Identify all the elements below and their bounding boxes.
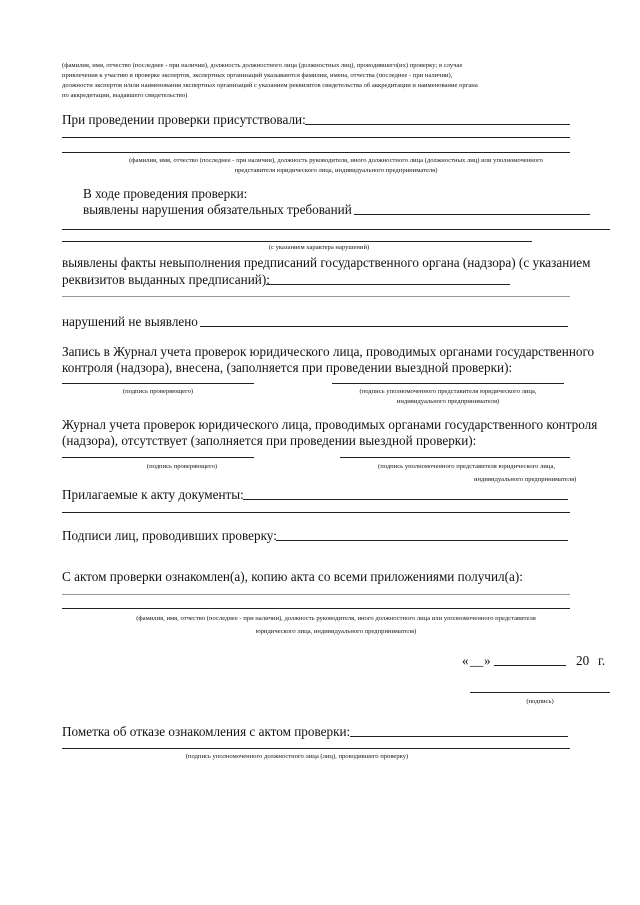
acquainted-field-line-1[interactable] xyxy=(62,594,570,595)
facts-line-2: реквизитов выданных предписаний): xyxy=(62,272,270,287)
refusal-field-line-2[interactable] xyxy=(62,748,570,749)
date-month-field-line[interactable] xyxy=(494,665,566,666)
date-signature-note: (подпись) xyxy=(526,698,554,705)
journal-entry-representative-note-line-1: (подпись уполномоченного представителя юридического лица, xyxy=(359,388,537,395)
present-label: При проведении проверки присутствовали: xyxy=(62,112,306,127)
violations-found-label: выявлены нарушения обязательных требований xyxy=(83,202,352,217)
journal-absent-line-2: (надзора), отсутствует (заполняется при проведении выездной проверки): xyxy=(62,433,477,448)
journal-entry-line-1: Запись в Журнал учета проверок юридического лица, проводимых органами государственного xyxy=(62,344,595,359)
date-open-quote: « xyxy=(462,653,469,668)
journal-entry-representative-signature-line[interactable] xyxy=(332,383,564,384)
journal-absent-representative-note-line-2: индивидуального предпринимателя) xyxy=(474,476,577,483)
acquainted-field-line-2[interactable] xyxy=(62,608,570,609)
violations-field-line-2[interactable] xyxy=(62,229,610,230)
present-field-line-2[interactable] xyxy=(62,137,570,138)
acquainted-label: С актом проверки ознакомлен(а), копию акта со всеми приложениями получил(а): xyxy=(62,569,523,584)
date-close-quote: » xyxy=(484,653,491,668)
journal-entry-representative-note-line-2: индивидуального предпринимателя) xyxy=(396,398,500,405)
no-violations-label: нарушений не выявлено xyxy=(62,314,198,329)
present-note-line-2: представителя юридического лица, индивидуального предпринимателя) xyxy=(234,167,438,174)
date-year-suffix: г. xyxy=(598,653,606,668)
refusal-note: (подпись уполномоченного должностного лица (лиц), проводившего проверку) xyxy=(185,753,409,760)
attached-documents-field-line-2[interactable] xyxy=(62,512,570,513)
present-note-line-1: (фамилия, имя, отчество (последнее - при наличии), должность руководителя, иного должностного лица (должностных лиц) или уполномоченного xyxy=(129,157,543,164)
journal-entry-inspector-signature-line[interactable] xyxy=(62,383,254,384)
top-note-line-4: по аккредитации, выдавшего свидетельство) xyxy=(62,92,188,99)
journal-absent-line-1: Журнал учета проверок юридического лица, проводимых органами государственного контроля xyxy=(62,417,598,432)
acquainted-note-line-2: юридического лица, индивидуального предпринимателя) xyxy=(255,628,417,635)
refusal-field-line-1[interactable] xyxy=(350,736,568,737)
date-year-prefix: 20 xyxy=(576,653,590,668)
top-note-line-3: должности экспертов и/или наименования экспертных организаций с указанием реквизитов свидетельства об аккредитации и наименование органа xyxy=(62,82,478,89)
journal-absent-representative-signature-line[interactable] xyxy=(340,457,570,458)
top-note-line-1: (фамилия, имя, отчество (последнее - при наличии), должность должностного лица (должностных лиц), проводившего(их) проверку; в случае xyxy=(62,62,463,69)
refusal-label: Пометка об отказе ознакомления с актом проверки: xyxy=(62,724,351,739)
acquainted-note-line-1: (фамилия, имя, отчество (последнее - при наличии), должность руководителя, иного должностного лица или уполномоченного представителя xyxy=(136,615,536,622)
facts-field-line-2[interactable] xyxy=(62,296,570,297)
inspectors-signatures-label: Подписи лиц, проводивших проверку: xyxy=(62,528,277,543)
attached-documents-field-line-1[interactable] xyxy=(243,499,568,500)
attached-documents-label: Прилагаемые к акту документы: xyxy=(62,487,244,502)
inspectors-signatures-field-line[interactable] xyxy=(276,540,568,541)
journal-absent-representative-note-line-1: (подпись уполномоченного представителя юридического лица, xyxy=(378,463,556,470)
violations-note: (с указанием характера нарушений) xyxy=(268,244,370,251)
date-signature-line[interactable] xyxy=(470,692,610,693)
journal-entry-inspector-signature-note: (подпись проверяющего) xyxy=(122,388,194,395)
journal-entry-line-2: контроля (надзора), внесена, (заполняется при проведении выездной проверки): xyxy=(62,360,513,375)
journal-absent-inspector-signature-note: (подпись проверяющего) xyxy=(146,463,218,470)
date-day-field[interactable]: __ xyxy=(470,653,484,668)
present-field-line-1[interactable] xyxy=(305,124,570,125)
facts-line-1: выявлены факты невыполнения предписаний государственного органа (надзора) (с указанием xyxy=(62,255,591,270)
violations-field-line-1[interactable] xyxy=(354,214,590,215)
no-violations-field-line[interactable] xyxy=(200,326,568,327)
top-note-line-2: привлечения к участию в проверке экспертов, экспертных организаций указываются фамилии, имена, отчества (последнее - при наличии), xyxy=(62,72,453,79)
during-heading: В ходе проведения проверки: xyxy=(83,186,248,201)
present-field-line-3[interactable] xyxy=(62,152,570,153)
violations-field-line-3[interactable] xyxy=(62,241,532,242)
journal-absent-inspector-signature-line[interactable] xyxy=(62,457,254,458)
facts-field-line-1[interactable] xyxy=(266,284,510,285)
